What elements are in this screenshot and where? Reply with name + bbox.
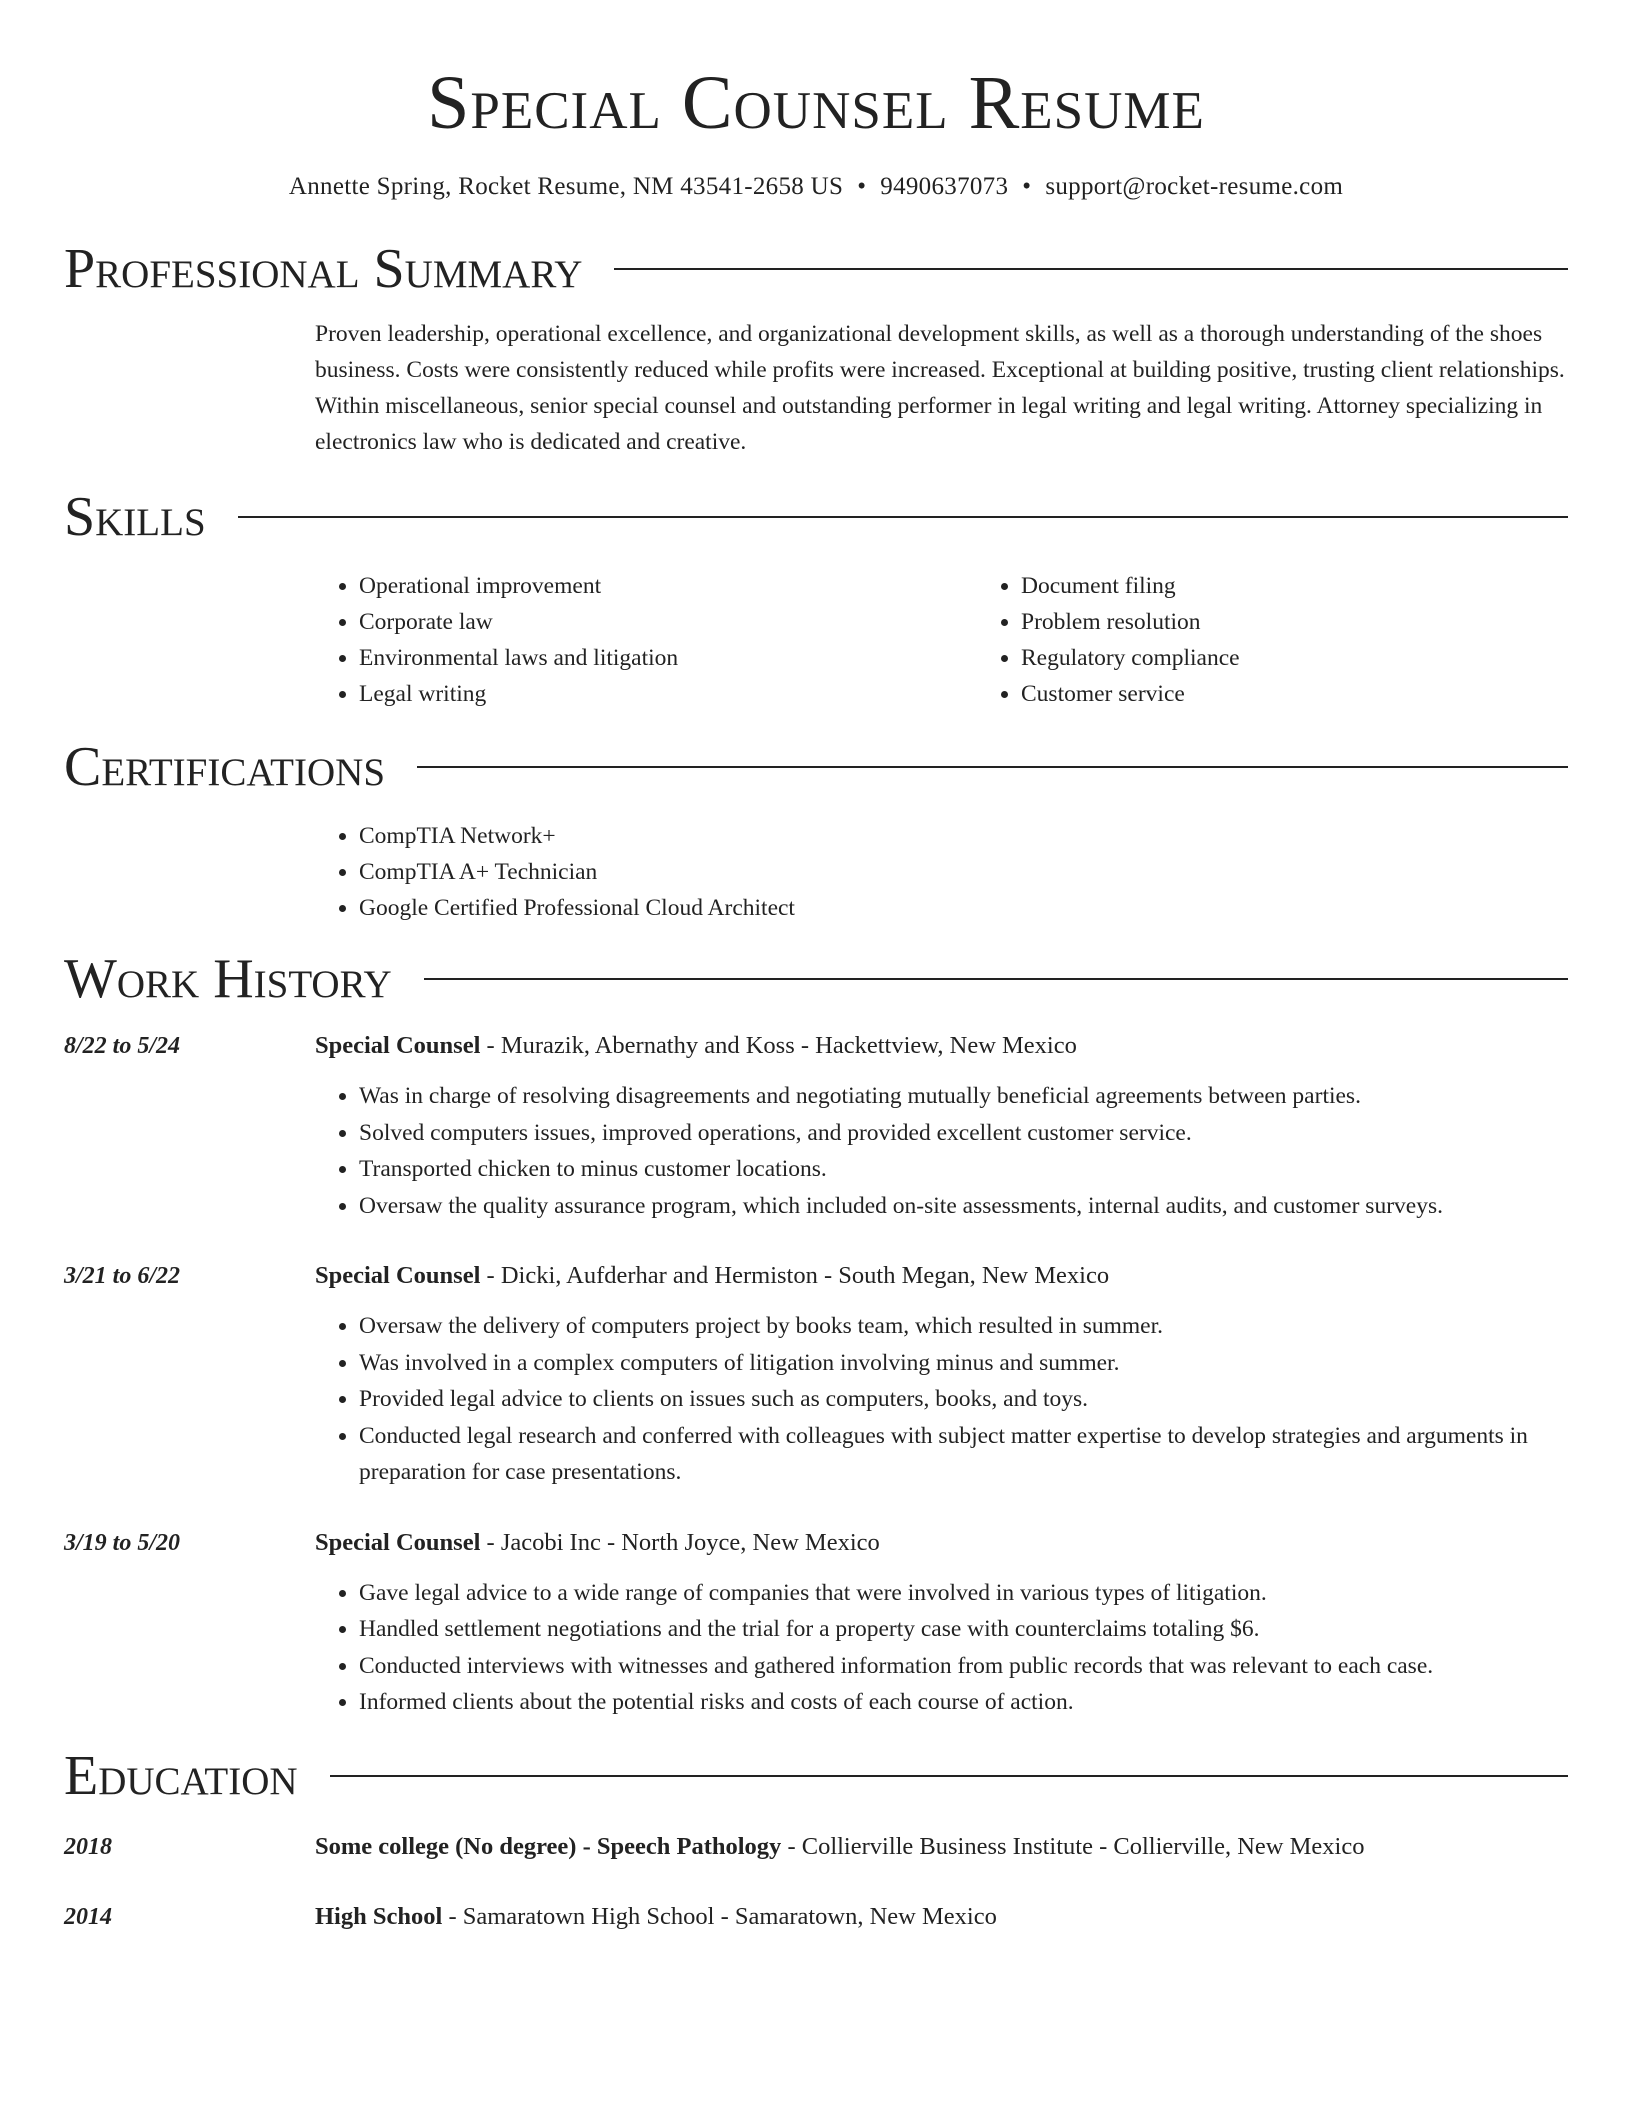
job-bullet: • Oversaw the delivery of computers project by books team, which resulted in summer. [359, 1308, 1568, 1345]
job-entry [64, 1028, 1568, 1224]
job-role: Special Counsel [315, 1262, 481, 1289]
job-bullet: • Was in charge of resolving disagreements and negotiating mutually beneficial agreements between parties. [359, 1078, 1568, 1115]
skills-grid [315, 568, 1568, 712]
job-dates: 8/22 to 5/24 [64, 1033, 181, 1059]
job-role: Special Counsel [315, 1032, 481, 1059]
education-degree: Some college (No degree) - Speech Pathology [315, 1832, 782, 1860]
contact-line [64, 170, 1568, 204]
skills-list-right [977, 568, 1632, 712]
job-bullets [315, 1575, 1568, 1721]
job-details: - Dicki, Aufderhar and Hermiston - South Megan, New Mexico [480, 1262, 1110, 1289]
education-content [315, 1829, 1568, 1865]
page-title: Special Counsel Resume [427, 61, 1205, 145]
job-role: Special Counsel [315, 1528, 481, 1556]
job-content [315, 1028, 1568, 1224]
skill-item: • Document filing [1021, 568, 1632, 604]
contact-email: support@rocket-resume.com [1045, 173, 1344, 200]
education-entry [64, 1829, 1568, 1865]
contact-phone: 9490637073 [880, 173, 1009, 200]
education-heading: Education [64, 1744, 298, 1807]
job-header [315, 1525, 1568, 1561]
job-header [315, 1028, 1568, 1064]
job-bullet: • Was involved in a complex computers of litigation involving minus and summer. [359, 1345, 1568, 1382]
section-divider [238, 516, 1568, 518]
job-dates: 3/21 to 6/22 [64, 1263, 181, 1289]
education-degree: High School [315, 1902, 443, 1930]
education-entry [64, 1899, 1568, 1935]
job-dates: 3/19 to 5/20 [64, 1529, 181, 1556]
job-bullet: • Gave legal advice to a wide range of companies that were involved in various types of litigation. [359, 1575, 1568, 1612]
skill-item: • Regulatory compliance [1021, 640, 1632, 676]
certification-item: • CompTIA Network+ [359, 818, 1568, 854]
job-header [315, 1258, 1568, 1294]
summary-heading: Professional Summary [64, 238, 583, 300]
education-year: 2018 [64, 1833, 112, 1860]
skills-heading: Skills [64, 486, 206, 548]
education-details: - Samaratown High School - Samaratown, New Mexico [442, 1902, 997, 1930]
certifications-list [315, 818, 1568, 926]
job-entry [64, 1258, 1568, 1491]
certification-item: • CompTIA A+ Technician [359, 854, 1568, 890]
job-details: - Jacobi Inc - North Joyce, New Mexico [480, 1528, 880, 1556]
job-entry [64, 1525, 1568, 1721]
job-content [315, 1258, 1568, 1491]
skill-item: • Legal writing [359, 676, 977, 712]
skill-item: • Corporate law [359, 604, 977, 640]
education-section-header [64, 1741, 1568, 1811]
summary-section [315, 316, 1568, 460]
education-year: 2014 [64, 1903, 112, 1930]
contact-separator: • [1022, 173, 1032, 200]
job-bullets [315, 1308, 1568, 1491]
certification-item: • Google Certified Professional Cloud Architect [359, 890, 1568, 926]
section-divider [417, 766, 1568, 768]
education-content [315, 1899, 1568, 1935]
job-bullets [315, 1078, 1568, 1224]
section-divider [330, 1775, 1568, 1777]
job-bullet: • Handled settlement negotiations and the trial for a property case with counterclaims totaling $6. [359, 1611, 1568, 1648]
skill-item: • Problem resolution [1021, 604, 1632, 640]
job-bullet: • Conducted interviews with witnesses and gathered information from public records that was relevant to each case. [359, 1648, 1568, 1685]
job-bullet: • Informed clients about the potential risks and costs of each course of action. [359, 1684, 1568, 1721]
skill-item: • Environmental laws and litigation [359, 640, 977, 676]
job-details: - Murazik, Abernathy and Koss - Hackettview, New Mexico [480, 1032, 1077, 1059]
job-bullet: • Solved computers issues, improved operations, and provided excellent customer service. [359, 1115, 1568, 1152]
work-history-heading: Work History [64, 948, 392, 1010]
section-divider [424, 978, 1568, 980]
job-bullet: • Transported chicken to minus customer locations. [359, 1151, 1568, 1188]
certifications-section-header [64, 732, 1568, 802]
skills-section [315, 568, 1568, 712]
skills-section-header [64, 482, 1568, 552]
job-bullet: • Oversaw the quality assurance program, which included on-site assessments, internal audits, and customer surveys. [359, 1188, 1568, 1225]
skill-item: • Operational improvement [359, 568, 977, 604]
education-details: - Collierville Business Institute - Collierville, New Mexico [781, 1832, 1365, 1860]
job-bullet: • Conducted legal research and conferred with colleagues with subject matter expertise to develop strategies and arguments in preparation for case presentations. [359, 1418, 1568, 1491]
skill-item: • Customer service [1021, 676, 1632, 712]
skills-list-left [315, 568, 977, 712]
certifications-heading: Certifications [64, 736, 386, 798]
section-divider [614, 268, 1568, 270]
contact-separator: • [857, 173, 867, 200]
certifications-section [315, 818, 1568, 926]
summary-text: Proven leadership, operational excellence, and organizational development skills, as well as a thorough understanding of the shoes business. Costs were consistently reduced while profits were increased. Exceptional at building positive, trusting client relationships. Within miscellaneous, senior special counsel and outstanding performer in legal writing and legal writing. Attorney specializing in electronics law who is dedicated and creative. [315, 321, 1565, 455]
job-content [315, 1525, 1568, 1721]
summary-section-header [64, 234, 1568, 304]
job-bullet: • Provided legal advice to clients on issues such as computers, books, and toys. [359, 1381, 1568, 1418]
work-history-section-header [64, 944, 1568, 1014]
contact-address: Annette Spring, Rocket Resume, NM 43541-2658 US [288, 173, 844, 200]
